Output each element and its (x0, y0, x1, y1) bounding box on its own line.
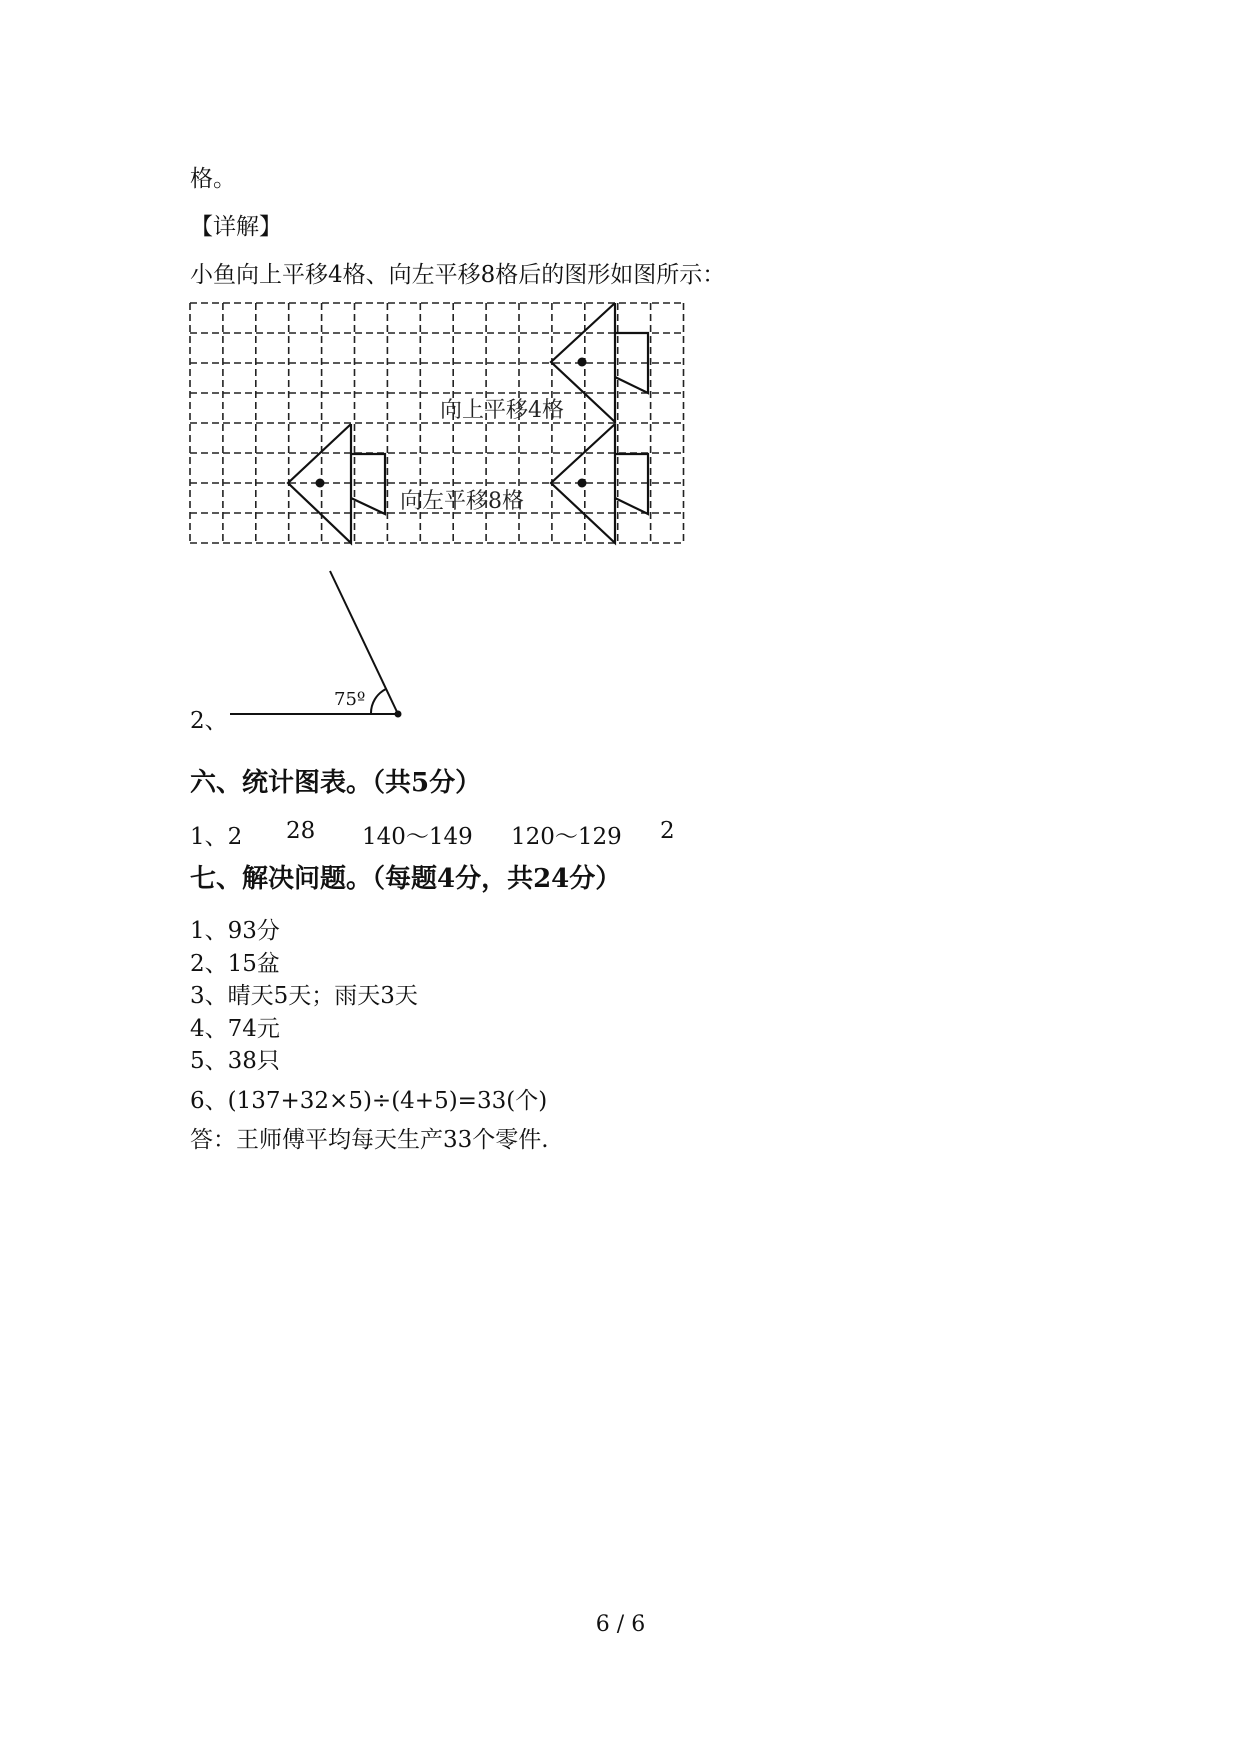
top-text: 格。 (190, 166, 236, 192)
fish-shifted-up (551, 303, 648, 422)
angle-prefix: 2、 (190, 708, 228, 734)
grid (190, 303, 684, 543)
angle-figure (230, 571, 402, 718)
section7-heading: 七、解决问题。（每题4分，共24分） (190, 864, 622, 894)
detail-label: 【详解】 (190, 214, 282, 240)
page-number: 6 / 6 (595, 1612, 646, 1637)
section6-answer: 1、2 (190, 824, 243, 850)
section6-answer: 120～129 (511, 824, 622, 850)
fish-original (288, 424, 385, 543)
section7-answer: 4、74元 (190, 1016, 280, 1042)
section6-answer: 28 (286, 818, 316, 844)
label-move-up: 向上平移4格 (440, 398, 564, 423)
detail-description: 小鱼向上平移4格、向左平移8格后的图形如图所示： (190, 262, 726, 288)
section7-answer: 6、(137+32×5)÷(4+5)=33(个) (190, 1088, 548, 1114)
section6-heading: 六、统计图表。（共5分） (190, 768, 482, 798)
fish-shifted-left (551, 424, 648, 543)
section6-answer: 140～149 (362, 824, 473, 850)
label-move-left: 向左平移8格 (400, 489, 524, 514)
angle-label: 75º (334, 689, 366, 710)
section7-conclusion: 答：王师傅平均每天生产33个零件. (190, 1127, 549, 1153)
section7-answer: 3、晴天5天；雨天3天 (190, 983, 418, 1009)
section7-answer: 2、15盆 (190, 951, 280, 977)
section7-answer: 5、38只 (190, 1048, 280, 1074)
section6-answer: 2 (660, 818, 675, 844)
section7-answer: 1、93分 (190, 918, 280, 944)
